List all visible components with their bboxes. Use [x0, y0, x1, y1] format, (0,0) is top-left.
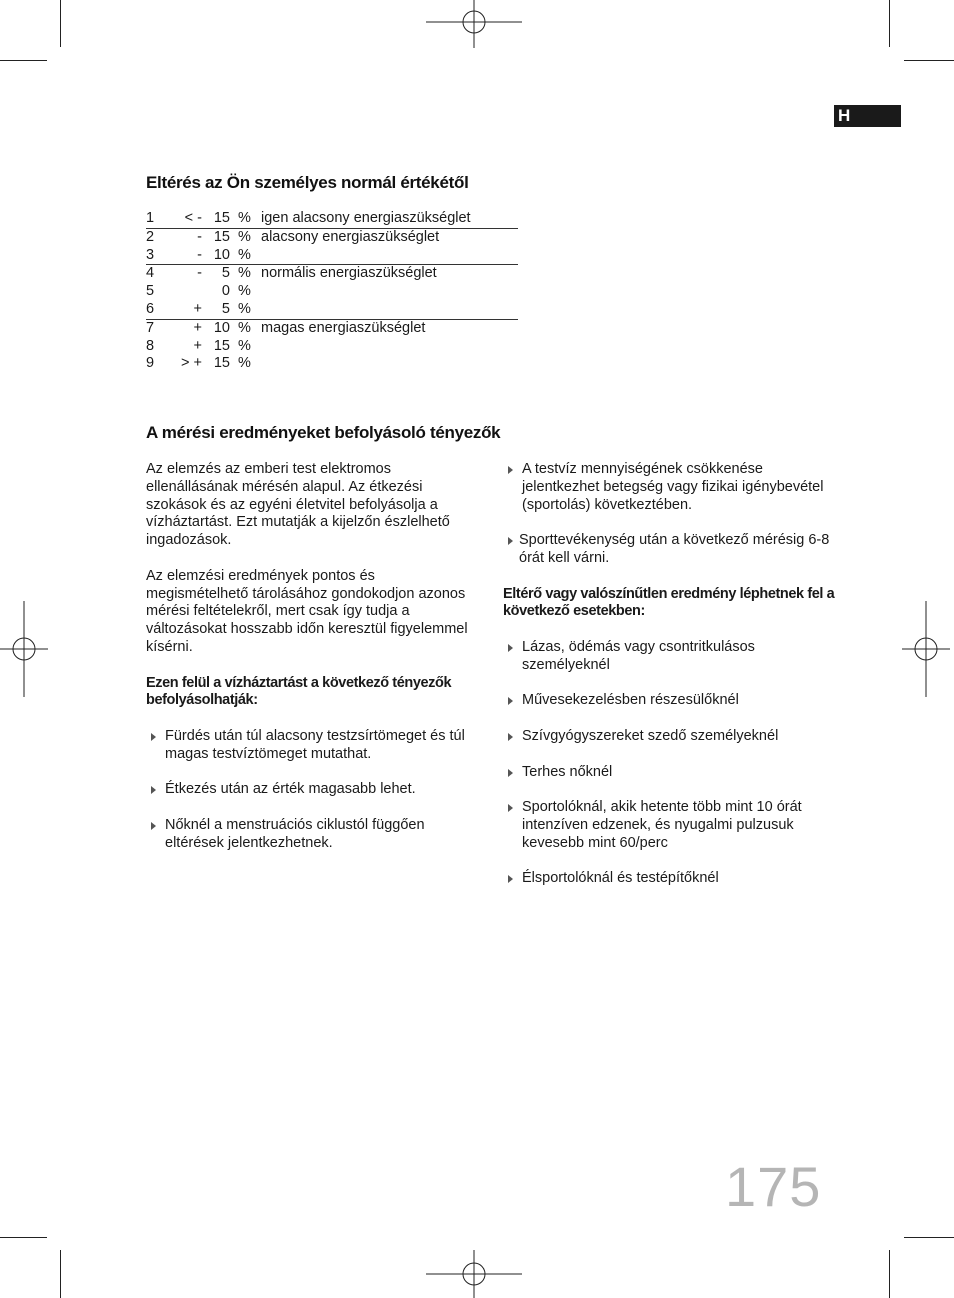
table-row — [146, 338, 518, 356]
list-item — [146, 728, 481, 764]
registration-mark-icon — [902, 601, 950, 697]
bullet-arrow-icon — [508, 733, 513, 741]
row-value: 0 — [221, 283, 230, 300]
table-row — [146, 265, 518, 283]
bullet-arrow-icon — [508, 804, 513, 812]
section-title-deviation: Eltérés az Ön személyes normál értékétől — [146, 173, 469, 192]
row-unit: % — [238, 337, 251, 354]
row-unit: % — [238, 301, 261, 319]
crop-mark — [0, 1237, 47, 1238]
bullet-arrow-icon — [508, 537, 513, 545]
crop-mark — [904, 60, 954, 61]
left-column — [146, 461, 481, 870]
row-description: normális energiaszükséglet — [261, 265, 437, 282]
row-sign: > + — [181, 355, 202, 372]
list-item — [503, 799, 838, 852]
row-sign: + — [176, 301, 208, 319]
row-unit: % — [238, 265, 251, 282]
paragraph: Az elemzési eredmények pontos és megismételhető tárolásához gondokodjon azonos mérési feltételekről, mert csak így tudja a változásokat hosszabb időn keresztül figyelemmel kísérni. — [146, 567, 468, 655]
row-sign: - — [176, 247, 208, 265]
list-item-text: A testvíz mennyiségének csökkenése jelentkezhet betegség vagy fizikai igénybevétel (sportolás) következtében. — [522, 461, 824, 513]
row-index: 1 — [146, 210, 176, 228]
list-item — [146, 781, 481, 799]
row-value: 15 — [213, 228, 230, 245]
bullet-arrow-icon — [508, 644, 513, 652]
crop-mark — [889, 1250, 890, 1298]
registration-mark-icon — [0, 601, 48, 697]
page-number: 175 — [725, 1155, 822, 1218]
section-title-factors: A mérési eredményeket befolyásoló tényezők — [146, 423, 501, 442]
registration-mark-icon — [426, 1250, 522, 1298]
row-description: igen alacsony energiaszükséglet — [261, 210, 518, 228]
bullet-arrow-icon — [151, 733, 156, 741]
list-item — [503, 728, 838, 746]
row-unit: % — [238, 319, 251, 336]
row-index: 6 — [146, 301, 176, 319]
row-sign: + — [193, 337, 202, 354]
table-row — [146, 319, 518, 337]
row-description: alacsony energiaszükséglet — [261, 228, 440, 245]
list-item-text: Sporttevékenység után a következő mérésig 6-8 órát kell várni. — [519, 532, 830, 566]
row-index: 5 — [146, 283, 155, 300]
row-index: 8 — [146, 337, 155, 354]
row-description — [261, 355, 518, 373]
table-row — [146, 228, 518, 246]
table-row — [146, 355, 518, 373]
crop-mark — [904, 1237, 954, 1238]
paragraph: Az elemzés az emberi test elektromos ellenállásának mérésén alapul. Az étkezési szokások és az egyéni életvitel befolyásolja a vízháztartást. Ezt mutatják a kijelzőn észlelhető ingadozások. — [146, 461, 450, 549]
crop-mark — [60, 1250, 61, 1298]
list-item-text: Művesekezelésben részesülőknél — [522, 692, 739, 709]
table-row — [146, 301, 518, 319]
list-item-text: Élsportolóknál és testépítőknél — [522, 870, 719, 887]
row-sign — [176, 283, 208, 301]
list-item-text: Szívgyógyszereket szedő személyeknél — [522, 727, 779, 744]
list-item — [503, 692, 838, 710]
row-description — [261, 247, 518, 265]
list-item-text: Terhes nőknél — [522, 763, 613, 780]
list-item — [146, 817, 481, 853]
row-sign: + — [193, 319, 202, 336]
row-unit: % — [238, 247, 261, 265]
list-item — [503, 461, 838, 514]
bullet-arrow-icon — [508, 697, 513, 705]
row-unit: % — [238, 228, 251, 245]
row-value: 15 — [213, 337, 230, 354]
list-item — [503, 639, 838, 675]
table-row — [146, 283, 518, 301]
row-sign: - — [197, 265, 202, 282]
row-index: 9 — [146, 355, 155, 372]
bullet-arrow-icon — [151, 822, 156, 830]
row-description — [261, 283, 518, 301]
row-sign: < - — [176, 210, 208, 228]
row-description: magas energiaszükséglet — [261, 319, 426, 336]
row-value: 10 — [213, 319, 230, 336]
row-description — [261, 301, 518, 319]
bullet-arrow-icon — [508, 769, 513, 777]
row-index: 4 — [146, 265, 155, 282]
row-index: 3 — [146, 247, 176, 265]
table-row — [146, 210, 518, 228]
row-unit: % — [238, 355, 251, 372]
table-row — [146, 247, 518, 265]
crop-mark — [60, 0, 61, 47]
row-index: 2 — [146, 228, 155, 245]
list-item — [503, 764, 838, 782]
row-value: 5 — [208, 301, 238, 319]
list-item — [503, 532, 838, 568]
list-item — [503, 870, 838, 888]
row-index: 7 — [146, 319, 155, 336]
row-value: 5 — [221, 265, 230, 282]
row-value: 15 — [208, 210, 238, 228]
list-item-text: Lázas, ödémás vagy csontritkulásos személyeknél — [522, 638, 755, 673]
row-value: 10 — [208, 247, 238, 265]
row-value: 15 — [213, 355, 230, 372]
deviation-table — [146, 210, 518, 373]
list-item-text: Nőknél a menstruációs ciklustól függően eltérések jelentkezhetnek. — [165, 816, 425, 851]
crop-mark — [889, 0, 890, 47]
language-tab: H — [834, 105, 901, 127]
list-item-text: Étkezés után az érték magasabb lehet. — [165, 781, 416, 798]
row-sign: - — [197, 228, 202, 245]
bullet-arrow-icon — [151, 786, 156, 794]
crop-mark — [0, 60, 47, 61]
bullet-arrow-icon — [508, 466, 513, 474]
row-description — [261, 338, 518, 356]
right-column — [503, 461, 838, 906]
row-unit: % — [238, 210, 261, 228]
subheading: Ezen felül a vízháztartást a következő tényezők befolyásolhatják: — [146, 674, 452, 709]
list-item-text: Fürdés után túl alacsony testzsírtömeget és túl magas testvíztömeget mutathat. — [165, 727, 465, 762]
row-unit: % — [238, 283, 251, 300]
list-item-text: Sportolóknál, akik hetente több mint 10 órát intenzíven edzenek, és nyugalmi pulzusuk kevesebb mint 60/perc — [522, 799, 802, 851]
registration-mark-icon — [426, 0, 522, 48]
subheading: Eltérő vagy valószínűtlen eredmény léphetnek fel a következő esetekben: — [503, 585, 835, 620]
bullet-arrow-icon — [508, 875, 513, 883]
